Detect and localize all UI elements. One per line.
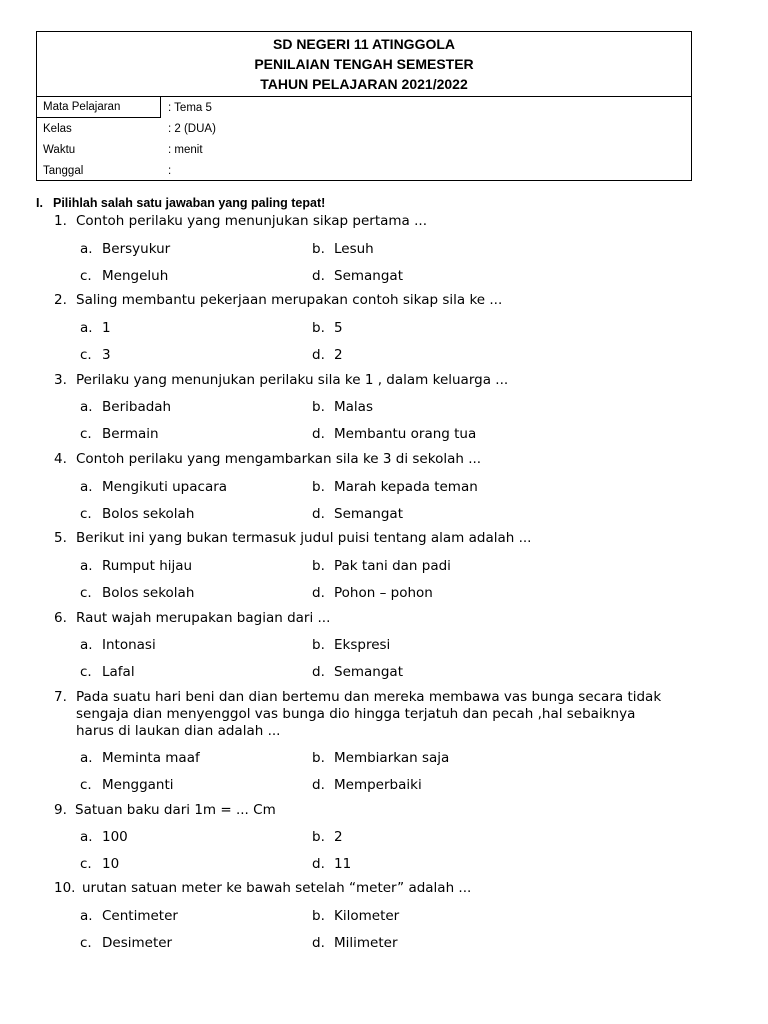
option-text: Rumput hijau	[102, 558, 193, 574]
option-letter: d.	[312, 777, 325, 793]
option-c	[80, 856, 119, 872]
header-box	[36, 31, 692, 181]
option-text: Semangat	[334, 664, 403, 680]
option-letter: d.	[312, 935, 325, 951]
info-value: : Tema 5	[168, 101, 212, 114]
option-d	[312, 268, 403, 284]
option-text: 2	[334, 829, 343, 845]
option-text: Milimeter	[334, 935, 398, 951]
option-text: Membiarkan saja	[334, 750, 450, 766]
option-text: 2	[334, 347, 343, 363]
option-text: Mengganti	[102, 777, 174, 793]
option-letter: d.	[312, 664, 325, 680]
option-a	[80, 558, 192, 574]
option-letter: a.	[80, 558, 93, 574]
option-b	[312, 241, 374, 257]
option-text: Bersyukur	[102, 241, 171, 257]
option-b	[312, 829, 343, 845]
option-text: 10	[102, 856, 120, 872]
option-d	[312, 856, 351, 872]
option-text: Semangat	[334, 506, 403, 522]
option-d	[312, 664, 403, 680]
option-letter: a.	[80, 241, 93, 257]
option-c	[80, 268, 168, 284]
option-text: Mengeluh	[102, 268, 169, 284]
question-number: 7.	[54, 689, 67, 705]
info-table	[37, 97, 691, 181]
question-number: 3.	[54, 372, 67, 388]
info-value: : 2 (DUA)	[168, 122, 216, 135]
option-letter: b.	[312, 399, 325, 415]
section-number: I.	[36, 196, 43, 210]
option-letter: b.	[312, 829, 325, 845]
section-instruction: Pilihlah salah satu jawaban yang paling tepat!	[53, 196, 326, 210]
option-letter: d.	[312, 426, 325, 442]
option-text: Memperbaiki	[334, 777, 422, 793]
option-a	[80, 637, 156, 653]
option-letter: b.	[312, 637, 325, 653]
option-letter: d.	[312, 506, 325, 522]
option-letter: c.	[80, 585, 92, 601]
question-text-line: sengaja dian menyenggol vas bunga dio hingga terjatuh dan pecah ,hal sebaiknya	[76, 706, 636, 722]
option-b	[312, 558, 451, 574]
option-text: Mengikuti upacara	[102, 479, 228, 495]
info-row-time	[37, 139, 691, 160]
question-text-line: harus di laukan dian adalah ...	[76, 723, 281, 739]
option-letter: a.	[80, 750, 93, 766]
school-year: TAHUN PELAJARAN 2021/2022	[260, 76, 468, 92]
option-letter: c.	[80, 347, 92, 363]
info-label: Tanggal	[43, 164, 84, 177]
question-number: 1.	[54, 213, 67, 229]
header-title	[37, 32, 691, 97]
option-text: 100	[102, 829, 128, 845]
option-letter: c.	[80, 664, 92, 680]
question-number: 10.	[54, 880, 76, 896]
option-letter: a.	[80, 637, 93, 653]
option-letter: d.	[312, 585, 325, 601]
option-text: Membantu orang tua	[334, 426, 477, 442]
option-c	[80, 426, 159, 442]
info-value: : menit	[168, 143, 203, 156]
option-letter: c.	[80, 935, 92, 951]
info-label: Mata Pelajaran	[37, 97, 161, 118]
question-text: Berikut ini yang bukan termasuk judul puisi tentang alam adalah ...	[76, 530, 532, 546]
question-number: 2.	[54, 292, 67, 308]
option-text: Pak tani dan padi	[334, 558, 451, 574]
option-text: Centimeter	[102, 908, 178, 924]
option-b	[312, 479, 478, 495]
option-c	[80, 664, 135, 680]
question-number: 9.	[54, 802, 67, 818]
question-text: urutan satuan meter ke bawah setelah “meter” adalah ...	[82, 880, 472, 896]
option-letter: a.	[80, 320, 93, 336]
option-letter: a.	[80, 829, 93, 845]
question-text: Satuan baku dari 1m = ... Cm	[75, 802, 276, 818]
option-text: 11	[334, 856, 352, 872]
option-a	[80, 399, 171, 415]
option-a	[80, 908, 178, 924]
question-number: 6.	[54, 610, 67, 626]
option-letter: d.	[312, 268, 325, 284]
option-text: 1	[102, 320, 111, 336]
info-row-class	[37, 118, 691, 139]
option-letter: b.	[312, 241, 325, 257]
question-text: Perilaku yang menunjukan perilaku sila ke 1 , dalam keluarga ...	[76, 372, 509, 388]
option-text: Bermain	[102, 426, 159, 442]
option-d	[312, 426, 476, 442]
option-text: Intonasi	[102, 637, 156, 653]
option-letter: a.	[80, 908, 93, 924]
option-letter: a.	[80, 479, 93, 495]
question-text-line: Pada suatu hari beni dan dian bertemu dan mereka membawa vas bunga secara tidak	[76, 689, 662, 705]
question-text	[76, 689, 736, 740]
option-text: Meminta maaf	[102, 750, 200, 766]
option-text: Beribadah	[102, 399, 172, 415]
question-text: Saling membantu pekerjaan merupakan contoh sikap sila ke ...	[76, 292, 503, 308]
option-text: Malas	[334, 399, 373, 415]
option-letter: d.	[312, 347, 325, 363]
question-number: 5.	[54, 530, 67, 546]
option-b	[312, 908, 399, 924]
option-d	[312, 585, 433, 601]
option-c	[80, 347, 111, 363]
option-letter: b.	[312, 320, 325, 336]
option-d	[312, 777, 422, 793]
option-d	[312, 935, 398, 951]
option-text: 3	[102, 347, 111, 363]
option-b	[312, 320, 343, 336]
option-letter: c.	[80, 777, 92, 793]
option-c	[80, 506, 194, 522]
option-letter: b.	[312, 750, 325, 766]
option-text: Lesuh	[334, 241, 374, 257]
option-text: Semangat	[334, 268, 403, 284]
question-text: Raut wajah merupakan bagian dari ...	[76, 610, 331, 626]
info-label: Kelas	[43, 122, 72, 135]
section-title	[36, 196, 325, 210]
option-letter: c.	[80, 506, 92, 522]
option-text: Ekspresi	[334, 637, 391, 653]
option-letter: c.	[80, 268, 92, 284]
info-label: Waktu	[43, 143, 76, 156]
option-text: Desimeter	[102, 935, 173, 951]
option-text: Marah kepada teman	[334, 479, 478, 495]
option-d	[312, 506, 403, 522]
option-a	[80, 750, 200, 766]
option-c	[80, 935, 172, 951]
option-letter: a.	[80, 399, 93, 415]
option-c	[80, 777, 174, 793]
option-b	[312, 399, 373, 415]
option-text: Lafal	[102, 664, 135, 680]
option-letter: c.	[80, 856, 92, 872]
option-a	[80, 829, 128, 845]
option-text: Pohon – pohon	[334, 585, 433, 601]
question-text: Contoh perilaku yang menunjukan sikap pertama ...	[76, 213, 427, 229]
info-row-date	[37, 160, 691, 181]
option-letter: d.	[312, 856, 325, 872]
info-value: :	[168, 164, 172, 177]
option-letter: b.	[312, 479, 325, 495]
option-a	[80, 241, 170, 257]
option-a	[80, 479, 227, 495]
option-letter: b.	[312, 908, 325, 924]
info-row-subject	[37, 97, 691, 118]
option-b	[312, 750, 449, 766]
option-text: Bolos sekolah	[102, 585, 195, 601]
option-letter: c.	[80, 426, 92, 442]
question-number: 4.	[54, 451, 67, 467]
question-text: Contoh perilaku yang mengambarkan sila ke 3 di sekolah ...	[76, 451, 482, 467]
option-text: 5	[334, 320, 343, 336]
option-d	[312, 347, 343, 363]
option-text: Kilometer	[334, 908, 400, 924]
school-name: SD NEGERI 11 ATINGGOLA	[272, 36, 456, 52]
option-b	[312, 637, 390, 653]
exam-name: PENILAIAN TENGAH SEMESTER	[254, 56, 474, 72]
option-letter: b.	[312, 558, 325, 574]
option-text: Bolos sekolah	[102, 506, 195, 522]
option-a	[80, 320, 111, 336]
option-c	[80, 585, 194, 601]
